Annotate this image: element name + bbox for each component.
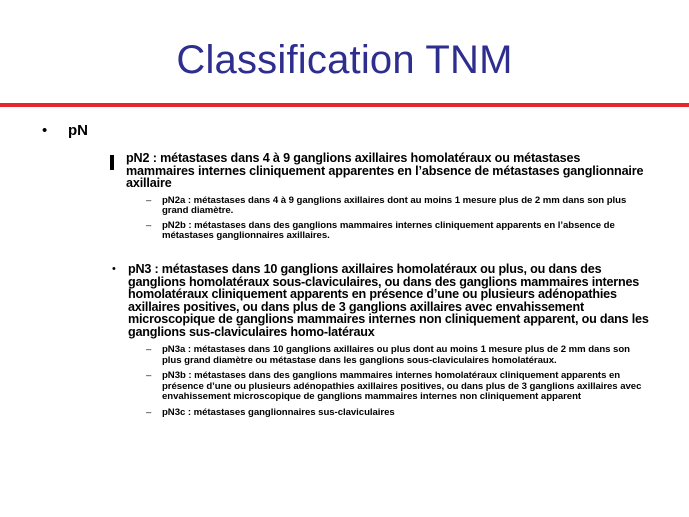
- bullet-pn: [42, 122, 88, 139]
- slide-title: Classification TNM: [176, 38, 513, 82]
- bullet-dot-icon: •: [42, 122, 48, 139]
- pn3b-text: pN3b : métastases dans des ganglions mammaires internes homolatéraux cliniquement apparents en présence d’une ou plusieurs adénopathies axillaires positives, ou dans plus de 3 ganglions axillaires avec envahissement microscopique de ganglions mammaires internes non cliniquement apparent: [162, 370, 642, 402]
- title-divider: [0, 103, 689, 107]
- pn2b-text: pN2b : métastases dans des ganglions mammaires internes cliniquement apparents en l’absence de métastases ganglionnaires axillaires.: [162, 219, 615, 241]
- pn3-text: pN3 : métastases dans 10 ganglions axillaires homolatéraux ou plus, ou dans des ganglions homolatéraux sous-claviculaires, ou dans des ganglions mammaires internes homolatéraux cliniquement apparents en présence d’une ou plusieurs adénopathies axillaires positives, ou dans plus de 3 ganglions axillaires avec envahissement microscopique de ganglions mammaires internes non cliniquement apparent, ou dans les ganglions sus-claviculaires homo-latéraux: [128, 262, 649, 339]
- dash-icon: –: [146, 194, 152, 206]
- dash-icon: –: [146, 370, 152, 381]
- pn2a-text: pN2a : métastases dans 4 à 9 ganglions axillaires dont au moins 1 mesure plus de 2 mm dans son plus grand diamètre.: [162, 194, 627, 216]
- pn3b-item: [146, 371, 652, 403]
- dash-icon: –: [146, 406, 152, 418]
- bullet-pn-label: pN: [68, 122, 88, 139]
- pn2-text: pN2 : métastases dans 4 à 9 ganglions axillaires homolatéraux ou métastases mammaires internes cliniquement apparentes en l’absence de métastases ganglionnaire axillaire: [126, 151, 644, 190]
- pn2b-item: [146, 221, 642, 242]
- dash-icon: –: [146, 344, 152, 355]
- pn3a-text: pN3a : métastases dans 10 ganglions axillaires ou plus dont au moins 1 mesure plus de 2 mm dans son plus grand diamètre ou métastase dans les ganglions sous-claviculaires homolatéraux.: [162, 344, 630, 366]
- pn3a-item: [146, 345, 652, 366]
- pn2-block: [110, 152, 650, 242]
- pn3-block: [112, 263, 652, 418]
- dash-icon: –: [146, 219, 152, 231]
- pn3c-text: pN3c : métastases ganglionnaires sus-claviculaires: [162, 406, 395, 418]
- pn3-item: [112, 263, 652, 338]
- pn3c-item: [146, 408, 652, 419]
- pn2a-item: [146, 196, 642, 217]
- bullet-bar-icon: [110, 155, 114, 170]
- bullet-dot-icon: •: [112, 263, 116, 275]
